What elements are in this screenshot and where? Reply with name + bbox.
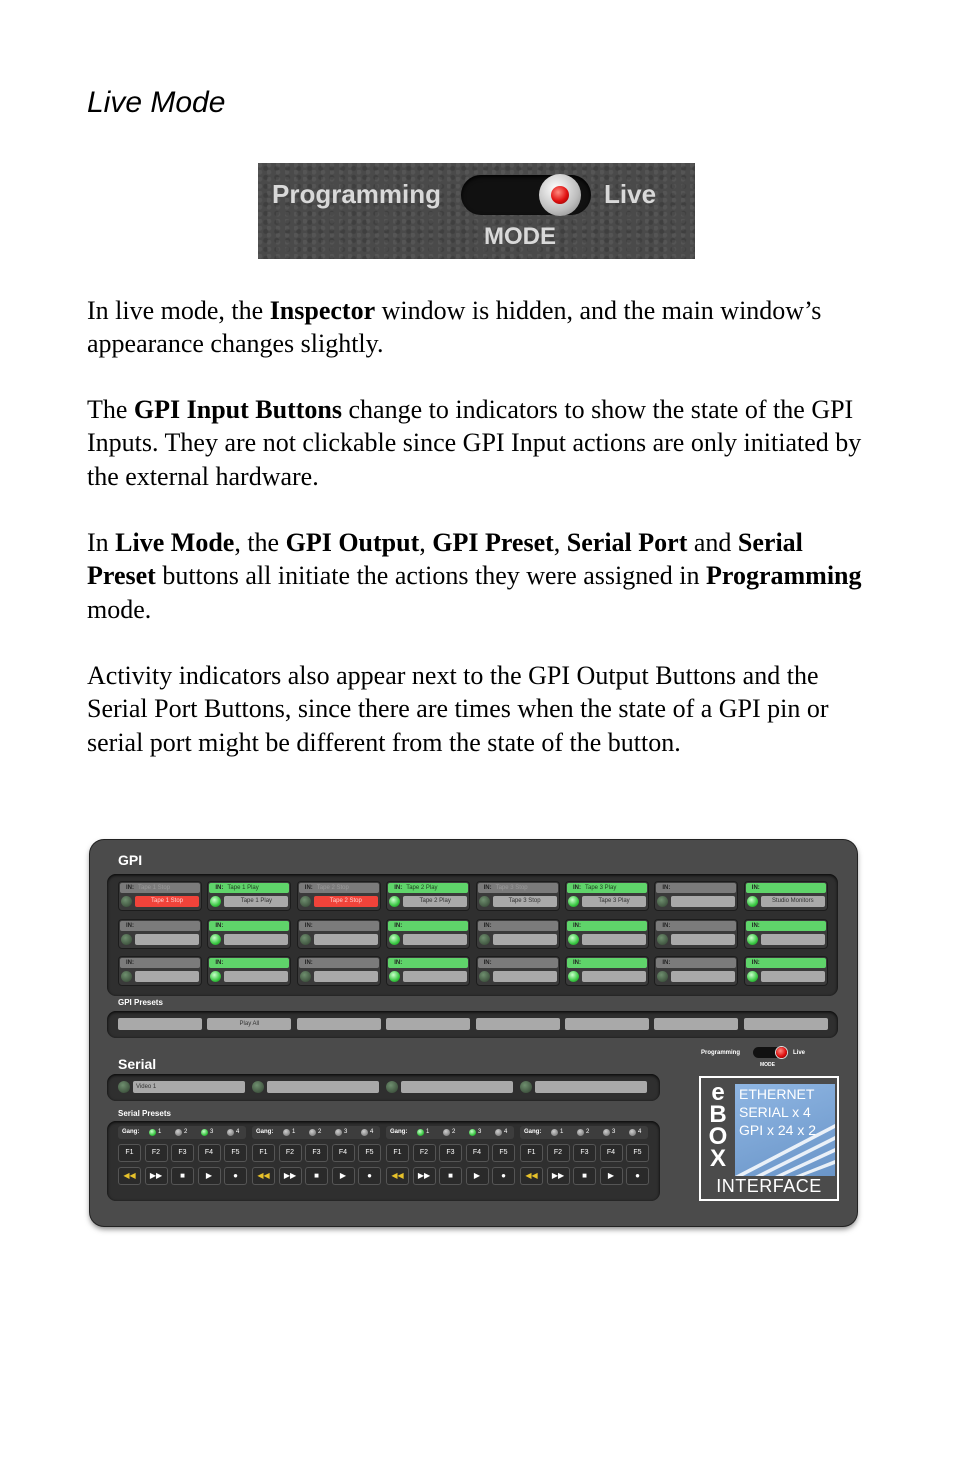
gang-row <box>386 1126 514 1139</box>
gpi-in-label: IN: <box>215 960 224 966</box>
p3-text-f: and <box>687 528 738 557</box>
gang-number: 4 <box>236 1129 240 1135</box>
gang-toggle[interactable] <box>551 1129 558 1136</box>
function-key-button[interactable]: F5 <box>224 1144 247 1162</box>
gpi-input-indicator <box>299 921 379 931</box>
p2-bold-gpi-input-buttons: GPI Input Buttons <box>133 395 342 424</box>
gpi-output-button[interactable] <box>582 971 646 982</box>
p3-bold-serial-port: Serial Port <box>566 528 688 557</box>
p3-text-e: , <box>553 528 567 557</box>
p3-bold-gpi-output: GPI Output <box>285 528 420 557</box>
gpi-activity-led <box>747 896 758 907</box>
gpi-preset-button[interactable] <box>654 1018 738 1030</box>
function-key-button[interactable]: F5 <box>626 1144 649 1162</box>
gpi-button <box>118 919 202 949</box>
function-key-button[interactable]: F1 <box>118 1144 141 1162</box>
gpi-input-indicator <box>209 921 289 931</box>
gpi-activity-led <box>479 934 490 945</box>
gpi-in-label: IN: <box>215 885 224 891</box>
gang-toggle[interactable] <box>361 1129 368 1136</box>
gang-toggle[interactable] <box>283 1129 290 1136</box>
rewind-button[interactable]: ◀◀ <box>386 1167 409 1185</box>
gpi-output-button[interactable] <box>403 934 467 945</box>
window-mode-caption: MODE <box>760 1062 775 1068</box>
gpi-input-indicator <box>656 958 736 968</box>
serial-activity-led <box>520 1081 532 1093</box>
gang-toggle[interactable] <box>495 1129 502 1136</box>
gpi-activity-led <box>568 934 579 945</box>
gpi-in-label: IN: <box>662 922 671 929</box>
gpi-activity-led <box>121 971 132 982</box>
mode-caption: MODE <box>484 223 556 250</box>
gang-toggle[interactable] <box>335 1129 342 1136</box>
gpi-in-label: IN: <box>573 885 581 891</box>
gpi-output-button[interactable]: Tape 2 Play <box>403 896 467 907</box>
paragraph-gpi-inputs <box>87 393 877 493</box>
function-key-button[interactable]: F1 <box>252 1144 275 1162</box>
gpi-input-name: Tape 3 Play <box>585 885 617 891</box>
serial-port-label[interactable] <box>267 1081 379 1093</box>
gpi-input-indicator <box>478 921 558 931</box>
gpi-button <box>207 919 291 949</box>
gpi-input-indicator <box>746 921 826 931</box>
serial-activity-led <box>252 1081 264 1093</box>
gpi-output-button[interactable] <box>135 934 199 945</box>
gpi-output-button[interactable] <box>671 971 735 982</box>
gpi-input-name: Tape 2 Play <box>406 885 438 891</box>
gang-toggle[interactable] <box>309 1129 316 1136</box>
serial-activity-led <box>118 1081 130 1093</box>
stop-button[interactable]: ■ <box>171 1167 194 1185</box>
gpi-activity-led <box>210 896 221 907</box>
function-key-button[interactable]: F1 <box>520 1144 543 1162</box>
gang-number: 3 <box>612 1129 616 1135</box>
gpi-in-label: IN: <box>751 922 760 929</box>
serial-preset-group <box>386 1126 514 1196</box>
logo-letter: O <box>708 1123 728 1150</box>
fast-forward-button[interactable]: ▶▶ <box>279 1167 302 1185</box>
gpi-preset-button[interactable] <box>476 1018 560 1030</box>
mode-led-indicator <box>551 186 569 204</box>
p1-text-c: window is hidden, and the main window’s appearance changes slightly. <box>87 296 822 359</box>
gpi-button <box>386 881 470 911</box>
gang-label: Gang: <box>256 1129 274 1135</box>
gpi-button <box>654 956 738 986</box>
gpi-output-button[interactable] <box>403 971 467 982</box>
gpi-output-button[interactable] <box>582 934 646 945</box>
gang-number: 3 <box>478 1129 482 1135</box>
gpi-in-label: IN: <box>304 885 313 891</box>
rewind-button[interactable]: ◀◀ <box>520 1167 543 1185</box>
gpi-output-button[interactable]: Tape 2 Stop <box>314 896 378 907</box>
p3-text-g: buttons all initiate the actions they were assigned in <box>155 561 707 591</box>
p3-text-a: In <box>87 528 116 557</box>
gpi-activity-led <box>568 971 579 982</box>
rewind-button[interactable]: ◀◀ <box>252 1167 275 1185</box>
gpi-input-indicator <box>567 921 647 931</box>
gang-toggle[interactable] <box>417 1129 424 1136</box>
gpi-input-indicator <box>120 921 200 931</box>
play-button[interactable]: ▶ <box>466 1167 489 1185</box>
record-button[interactable]: ● <box>492 1167 515 1185</box>
function-key-button[interactable]: F4 <box>466 1144 489 1162</box>
gpi-button <box>744 881 828 911</box>
gpi-preset-button[interactable]: Play All <box>207 1018 291 1030</box>
window-mode-live-label: Live <box>793 1050 806 1056</box>
record-button[interactable]: ● <box>224 1167 247 1185</box>
gpi-activity-led <box>657 896 668 907</box>
function-key-button[interactable]: F3 <box>305 1144 328 1162</box>
gpi-button <box>386 956 470 986</box>
logo-line-serial: SERIAL x 4 <box>739 1104 811 1120</box>
gpi-output-button[interactable] <box>671 896 735 907</box>
paragraph-inspector <box>87 294 877 361</box>
gang-toggle[interactable] <box>149 1129 156 1136</box>
window-mode-programming-label: Programming <box>701 1050 741 1056</box>
gpi-in-label: IN: <box>751 885 760 891</box>
gpi-output-button[interactable] <box>761 934 825 945</box>
gpi-button <box>476 881 560 911</box>
gpi-input-indicator <box>299 883 379 893</box>
gpi-activity-led <box>121 934 132 945</box>
gpi-output-button[interactable] <box>224 971 288 982</box>
gpi-input-indicator <box>388 921 468 931</box>
mode-programming-label: Programming <box>272 179 442 209</box>
serial-presets-title: Serial Presets <box>118 1109 171 1118</box>
gpi-input-indicator <box>567 883 647 893</box>
function-key-button[interactable]: F3 <box>171 1144 194 1162</box>
gpi-activity-led <box>389 934 400 945</box>
serial-port-label[interactable]: Video 1 <box>133 1081 245 1093</box>
gang-number: 1 <box>560 1129 564 1135</box>
p3-bold-gpi-preset: GPI Preset <box>432 528 554 557</box>
stop-button[interactable]: ■ <box>573 1167 596 1185</box>
gpi-input-name: Tape 1 Play <box>227 885 259 891</box>
gang-number: 1 <box>292 1129 296 1135</box>
gpi-in-label: IN: <box>126 960 134 966</box>
serial-port-button[interactable] <box>386 1080 514 1094</box>
serial-port-button[interactable] <box>520 1080 648 1094</box>
gpi-activity-led <box>389 896 400 907</box>
p2-text-a: The <box>87 395 134 424</box>
gang-number: 3 <box>344 1129 348 1135</box>
function-key-button[interactable]: F5 <box>358 1144 381 1162</box>
gpi-button <box>118 956 202 986</box>
gpi-input-indicator <box>120 883 200 893</box>
p3-text-c: , the <box>234 528 286 557</box>
gpi-button <box>297 956 381 986</box>
gpi-button-grid <box>107 874 838 996</box>
gpi-section-title: GPI <box>118 852 143 868</box>
play-button[interactable]: ▶ <box>332 1167 355 1185</box>
function-key-button[interactable]: F1 <box>386 1144 409 1162</box>
gang-toggle[interactable] <box>603 1129 610 1136</box>
gpi-presets-title: GPI Presets <box>118 998 163 1007</box>
gpi-input-indicator <box>567 958 647 968</box>
gpi-activity-led <box>389 971 400 982</box>
gang-toggle[interactable] <box>629 1129 636 1136</box>
gang-number: 2 <box>184 1129 188 1135</box>
gpi-input-indicator <box>388 958 468 968</box>
play-button[interactable]: ▶ <box>198 1167 221 1185</box>
gpi-button <box>297 919 381 949</box>
p3-text-h: mode. <box>87 594 152 624</box>
gpi-input-name: Tape 2 Stop <box>316 885 349 891</box>
gpi-button <box>565 956 649 986</box>
gang-toggle[interactable] <box>443 1129 450 1136</box>
gpi-activity-led <box>747 934 758 945</box>
ebox-logo <box>699 1076 839 1201</box>
p1-text-a: In live mode, the <box>87 296 270 325</box>
function-key-button[interactable]: F2 <box>279 1144 302 1162</box>
gpi-in-label: IN: <box>751 960 760 966</box>
gpi-input-indicator <box>120 958 200 968</box>
fast-forward-button[interactable]: ▶▶ <box>145 1167 168 1185</box>
gang-number: 1 <box>158 1129 162 1135</box>
mode-switch-figure <box>258 163 695 259</box>
p1-bold-inspector: Inspector <box>269 296 376 325</box>
gpi-button <box>207 881 291 911</box>
gpi-in-label: IN: <box>573 922 581 929</box>
gpi-output-button[interactable]: Tape 3 Stop <box>493 896 557 907</box>
function-key-button[interactable]: F4 <box>332 1144 355 1162</box>
function-key-button[interactable]: F3 <box>573 1144 596 1162</box>
gang-toggle[interactable] <box>201 1129 208 1136</box>
window-mode-knob[interactable] <box>776 1047 787 1058</box>
gpi-in-label: IN: <box>394 885 403 891</box>
gpi-output-button[interactable] <box>761 971 825 982</box>
function-key-button[interactable]: F3 <box>439 1144 462 1162</box>
gpi-output-button[interactable] <box>224 934 288 945</box>
serial-port-button[interactable] <box>252 1080 380 1094</box>
gpi-input-name: Tape 1 Stop <box>138 885 171 891</box>
gpi-output-button[interactable]: Tape 1 Play <box>224 896 288 907</box>
gpi-input-indicator <box>388 883 468 893</box>
gpi-button <box>118 881 202 911</box>
p3-bold-programming: Programming <box>706 561 862 591</box>
gpi-input-indicator <box>209 958 289 968</box>
function-key-button[interactable]: F2 <box>547 1144 570 1162</box>
gpi-in-label: IN: <box>394 960 403 966</box>
gpi-activity-led <box>657 971 668 982</box>
gpi-output-button[interactable] <box>314 971 378 982</box>
gpi-output-button[interactable] <box>135 971 199 982</box>
gang-number: 2 <box>586 1129 590 1135</box>
serial-port-button[interactable] <box>118 1080 246 1094</box>
gpi-output-button[interactable] <box>314 934 378 945</box>
gpi-output-button[interactable]: Tape 1 Stop <box>135 896 199 907</box>
gpi-button <box>207 956 291 986</box>
p3-bold-live-mode: Live Mode <box>115 528 235 557</box>
gpi-button <box>654 919 738 949</box>
gpi-button <box>386 919 470 949</box>
serial-section-title: Serial <box>118 1056 157 1072</box>
gpi-input-indicator <box>478 883 558 893</box>
function-key-button[interactable]: F5 <box>492 1144 515 1162</box>
gpi-preset-button[interactable] <box>118 1018 202 1030</box>
serial-port-label[interactable] <box>401 1081 513 1093</box>
fast-forward-button[interactable]: ▶▶ <box>547 1167 570 1185</box>
gpi-output-button[interactable]: Studio Monitors <box>761 896 825 907</box>
rewind-button[interactable]: ◀◀ <box>118 1167 141 1185</box>
gang-row <box>520 1126 648 1139</box>
gpi-button <box>297 881 381 911</box>
gpi-activity-led <box>121 896 132 907</box>
logo-letter: B <box>709 1101 727 1128</box>
gang-number: 4 <box>370 1129 374 1135</box>
logo-letter: X <box>709 1145 726 1172</box>
gpi-button <box>476 919 560 949</box>
gpi-in-label: IN: <box>483 922 492 929</box>
gpi-input-indicator <box>209 883 289 893</box>
gpi-in-label: IN: <box>483 885 492 891</box>
gpi-in-label: IN: <box>304 922 313 929</box>
main-window-screenshot <box>90 840 857 1226</box>
gang-toggle[interactable] <box>469 1129 476 1136</box>
gang-number: 2 <box>318 1129 322 1135</box>
gpi-activity-led <box>210 934 221 945</box>
gpi-preset-button[interactable] <box>297 1018 381 1030</box>
gpi-input-indicator <box>656 883 736 893</box>
gpi-input-indicator <box>656 921 736 931</box>
gpi-in-label: IN: <box>304 960 313 966</box>
play-button[interactable]: ▶ <box>600 1167 623 1185</box>
ebox-logo-blue-panel <box>735 1084 835 1176</box>
gpi-activity-led <box>300 934 311 945</box>
gpi-button <box>565 881 649 911</box>
gpi-button <box>744 919 828 949</box>
record-button[interactable]: ● <box>358 1167 381 1185</box>
paragraph-live-mode <box>87 526 877 626</box>
gang-toggle[interactable] <box>227 1129 234 1136</box>
serial-preset-group <box>520 1126 648 1196</box>
gpi-button <box>565 919 649 949</box>
gpi-input-indicator <box>299 958 379 968</box>
gpi-presets-bar <box>107 1011 838 1038</box>
gpi-input-indicator <box>746 958 826 968</box>
function-key-button[interactable]: F2 <box>145 1144 168 1162</box>
serial-ports-bar <box>107 1074 660 1101</box>
serial-activity-led <box>386 1081 398 1093</box>
gang-toggle[interactable] <box>175 1129 182 1136</box>
stop-button[interactable]: ■ <box>439 1167 462 1185</box>
gang-label: Gang: <box>524 1129 542 1135</box>
gpi-activity-led <box>657 934 668 945</box>
gpi-activity-led <box>479 971 490 982</box>
gpi-button <box>476 956 560 986</box>
serial-port-label[interactable] <box>535 1081 647 1093</box>
gpi-activity-led <box>210 971 221 982</box>
gpi-output-button[interactable] <box>671 934 735 945</box>
function-key-button[interactable]: F4 <box>600 1144 623 1162</box>
p3-bold-serial-preset: Serial Preset <box>87 528 803 591</box>
logo-line-gpi: GPI x 24 x 2 <box>739 1122 817 1138</box>
gpi-activity-led <box>479 896 490 907</box>
gpi-in-label: IN: <box>126 885 134 891</box>
gpi-preset-button[interactable] <box>565 1018 649 1030</box>
gpi-output-button[interactable] <box>493 971 557 982</box>
gang-label: Gang: <box>390 1129 408 1135</box>
gpi-button <box>744 956 828 986</box>
gpi-activity-led <box>300 896 311 907</box>
gpi-in-label: IN: <box>394 922 403 929</box>
gang-number: 4 <box>504 1129 508 1135</box>
section-heading: Live Mode <box>87 86 226 119</box>
logo-interface-label: INTERFACE <box>716 1176 822 1196</box>
gang-number: 4 <box>638 1129 642 1135</box>
p3-text-d: , <box>419 528 433 557</box>
fast-forward-button[interactable]: ▶▶ <box>413 1167 436 1185</box>
logo-line-ethernet: ETHERNET <box>739 1086 815 1102</box>
gang-row <box>252 1126 380 1139</box>
gpi-in-label: IN: <box>126 922 134 929</box>
gpi-in-label: IN: <box>573 960 581 966</box>
record-button[interactable]: ● <box>626 1167 649 1185</box>
function-key-button[interactable]: F4 <box>198 1144 221 1162</box>
gpi-activity-led <box>568 896 579 907</box>
serial-presets-panel <box>107 1121 660 1201</box>
stop-button[interactable]: ■ <box>305 1167 328 1185</box>
gpi-in-label: IN: <box>662 885 671 891</box>
gang-label: Gang: <box>122 1129 140 1135</box>
ebox-logo-word <box>707 1079 729 1172</box>
gpi-activity-led <box>747 971 758 982</box>
gang-number: 3 <box>210 1129 214 1135</box>
gpi-in-label: IN: <box>483 960 492 966</box>
gpi-activity-led <box>300 971 311 982</box>
gpi-input-indicator <box>478 958 558 968</box>
gpi-input-indicator <box>746 883 826 893</box>
logo-letter: e <box>711 1079 725 1106</box>
gpi-preset-button[interactable] <box>744 1018 828 1030</box>
serial-preset-group <box>118 1126 246 1196</box>
serial-preset-group <box>252 1126 380 1196</box>
function-key-button[interactable]: F2 <box>413 1144 436 1162</box>
paragraph-activity-indicators: Activity indicators also appear next to the GPI Output Buttons and the Serial Port Buttons, since there are times when the state of a GPI pin or serial port might be different from the state of the button. <box>87 661 829 757</box>
gpi-output-button[interactable] <box>493 934 557 945</box>
p2-text-c: change to indicators to show the state of the GPI Inputs. They are not clickable since GPI Input actions are only initiated by the external hardware. <box>87 395 862 491</box>
gpi-input-name: Tape 3 Stop <box>495 885 528 891</box>
gpi-output-button[interactable]: Tape 3 Play <box>582 896 646 907</box>
gpi-button <box>654 881 738 911</box>
gang-number: 1 <box>426 1129 430 1135</box>
gpi-preset-button[interactable] <box>386 1018 470 1030</box>
gpi-in-label: IN: <box>662 960 671 966</box>
gang-toggle[interactable] <box>577 1129 584 1136</box>
gpi-in-label: IN: <box>215 922 224 929</box>
gang-number: 2 <box>452 1129 456 1135</box>
mode-live-label: Live <box>604 179 657 209</box>
gang-row <box>118 1126 246 1139</box>
